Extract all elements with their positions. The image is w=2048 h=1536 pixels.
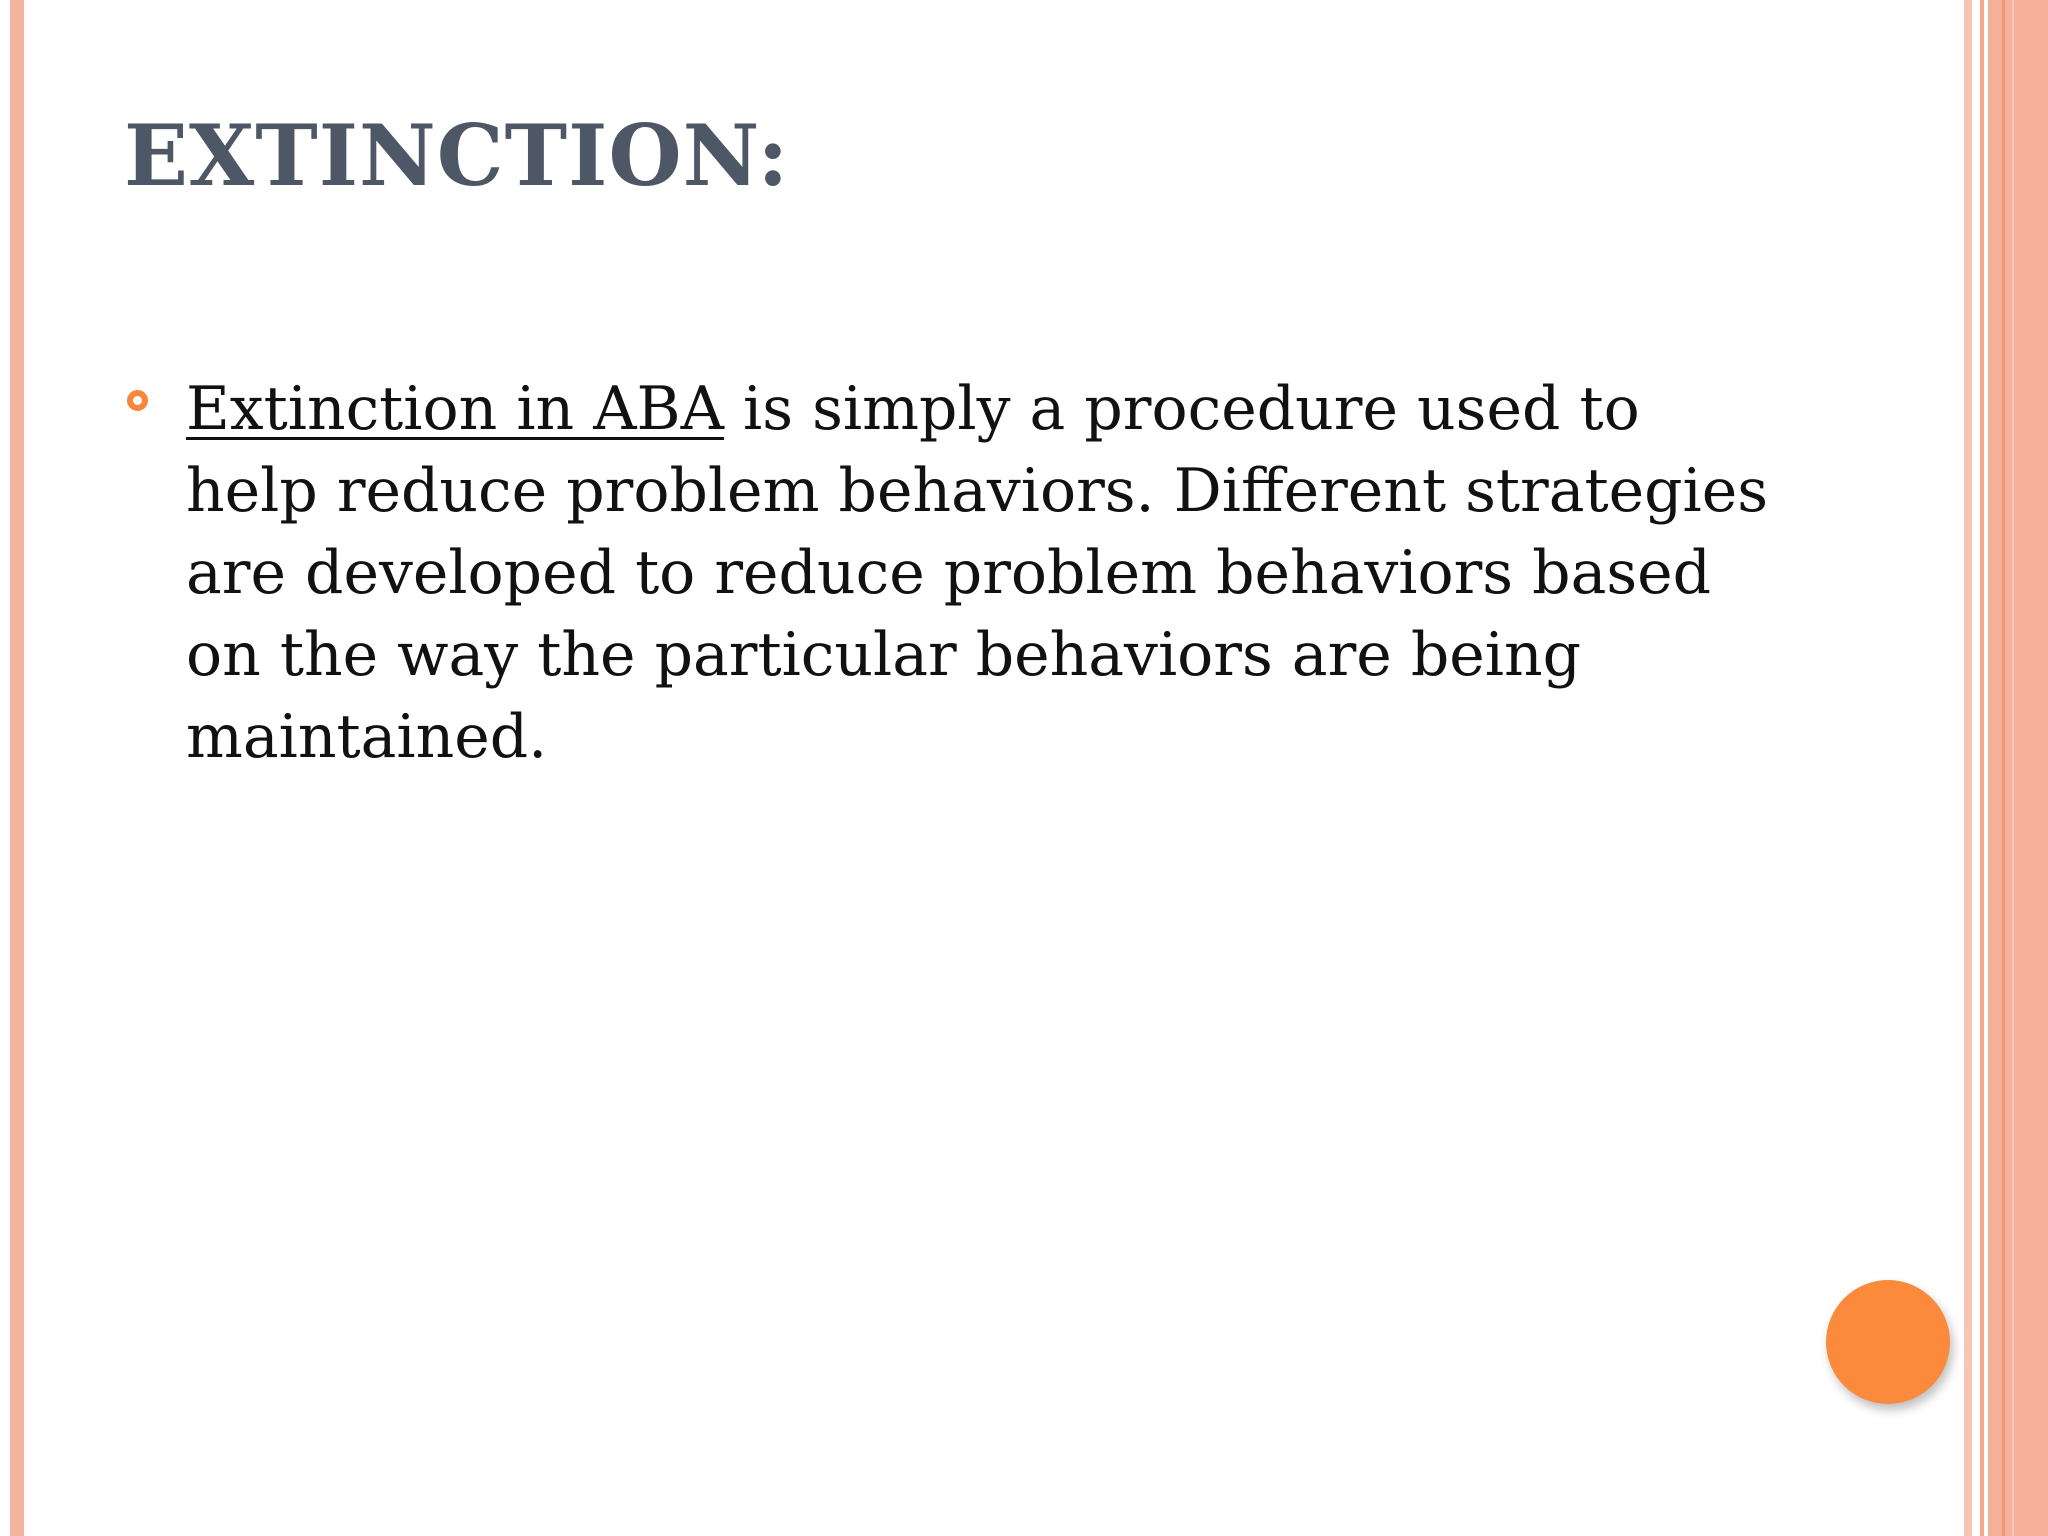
stripe-line: [2002, 0, 2005, 1536]
bullet-item: [124, 368, 1784, 778]
bullet-text: is simply a procedure used to help reduce problem behaviors. Different strategies are developed to reduce problem behaviors based on the way the particular behaviors are being maintained.: [186, 374, 1769, 772]
orange-circle-button[interactable]: [1826, 1280, 1950, 1404]
bullet-list: [124, 368, 1784, 778]
stripe-line: [2012, 0, 2014, 1536]
extinction-aba-link[interactable]: Extinction in ABA: [186, 374, 724, 444]
bullet-circle-icon: [127, 390, 148, 411]
right-border-stripes: [1958, 0, 2048, 1536]
slide-title: EXTINCTION:: [124, 106, 790, 205]
left-border-bar: [10, 0, 24, 1536]
